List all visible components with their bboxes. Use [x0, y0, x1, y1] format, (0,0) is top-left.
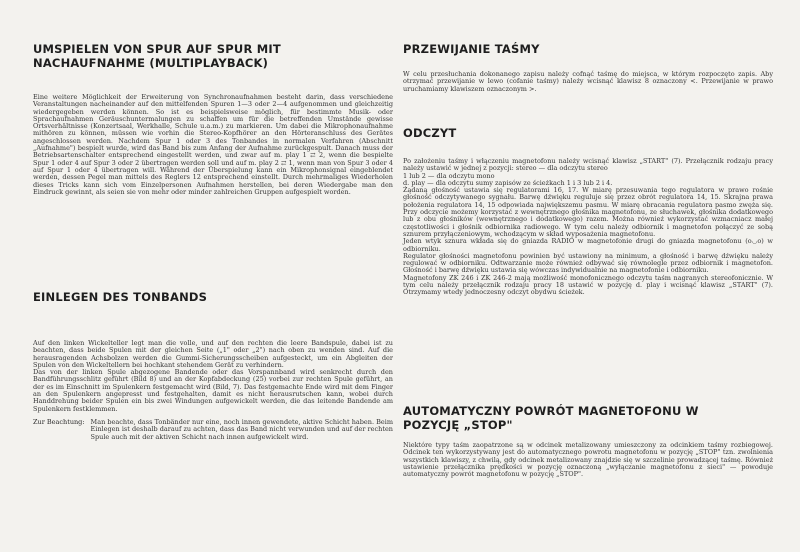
heading-przewijanie: PRZEWIJANIE TAŚMY — [403, 42, 540, 56]
section-przewijanie — [403, 42, 773, 93]
odczyt-p3: d. play — dla odczytu sumy zapisów ze ścieżkach 1 i 3 lub 2 i 4. — [403, 178, 613, 187]
heading-multiplayback: UMSPIELEN VON SPUR AUF SPUR MIT NACHAUFNAHME (MULTIPLAYBACK) — [33, 42, 281, 70]
body-automatyczny: Niektóre typy taśm zaopatrzone są w odcinek metalizowany umieszczony za odcinkiem taśmy rozbiegowej. Odcinek ten wykorzystywany jest do automatycznego powrotu magnetofonu w pozycję „STOP" tzn. zwolnienia wszystkich klawiszy, z chwilą, gdy odcinek metalizowany znajdzie się w szczelinie prowadzącej taśmę. Również ustawienie przełącznika prędkości w pozycję oznaczoną „wyłączanie magnetofonu z sieci" — powoduje automatyczny powrót magnetofonu w pozycję „STOP". — [403, 441, 773, 479]
heading-einlegen: EINLEGEN DES TONBANDS — [33, 290, 208, 304]
heading-odczyt: ODCZYT — [403, 126, 457, 140]
note-label: Zur Beachtung: — [33, 417, 85, 426]
odczyt-p4: Żądaną głośność ustawia się regulatorami 16, 17. W miarę przesuwania tego regulatora w prawo rośnie głośność odczytywanego sygnału. Barwę dźwięku reguluje się przez obrót regulatora 14, 15. Skrajna prawa położenia regulatora 14, 15 odpowiada największemu pasmu. W miarę obracania regulatora pasmo zwęża się. Przy odczycie możemy korzystać z wewnętrznego głośnika magnetofonu, ze słuchawek, głośnika dodatkowego lub z obu głośników (wewnętrznego i dodatkowego) razem. Można również wykorzystać wzmacniacz małej częstotliwości i głośnik odbiornika radiowego. W tym celu należy odbiornik i magnetofon połączyć ze sobą sznurem przyłączeniowym, wchodzącym w skład wyposażenia magnetofonu. — [403, 186, 773, 238]
section-multiplayback — [33, 42, 393, 196]
body-multiplayback: Eine weitere Möglichkeit der Erweiterung von Synchronaufnahmen besteht darin, dass verschiedene Veranstaltungen nacheinander auf den mittelfenden Spuren 1—3 oder 2—4 aufgenommen und gleichzeitig wiedergegeben werden können. So ist es beispielsweise möglich, für bestimmte Musik- oder Sprachaufnahmen Geräuschuntermalungen zu schaffen um für die betreffenden Umstände gewisse Ortsverhältnisse (Konzertsaal, Werkhalle, Schule u.a.m.) zu markieren. Um dabei die Mikrophonaufnahme mithören zu können, müssen wie vorhin die Stereo-Kopfhörer an den Hörteranschluss des Gerätes angeschlossen werden. Nachdem Spur 1 oder 3 des Tonbandes in normalen Verfahren (Abschnitt „Aufnahme") bespielt wurde, wird das Band bis zum Anfang der Aufnahme zurückgespult. Danach muss der Betriebsartenschalter entsprechend eingestellt werden, und zwar auf m. play 1 ⇄ 2, wenn die bespielte Spur 1 oder 4 auf Spur 3 oder 2 übertragen werden soll und auf m. play 2 ⇄ 1, wenn man von Spur 3 oder 4 auf Spur 1 oder 4 übertragen will. Während der Überspielung kann ein Mikrophonsignal eingeblendet werden, dessen Pegel man mittels des Reglers 12 entsprechend einstellt. Durch mehrmaliges Wiederholen dieses Tricks kann sich vom Einzelpersonen Aufnahmen herstellen, bei deren Wiedergabe man den Eindruck gewinnt, als seien sie von mehr oder minder zahlreichen Gruppen aufgespielt worden. — [33, 93, 393, 196]
odczyt-p1: Po założeniu taśmy i włączeniu magnetofonu należy wcisnąć klawisz „START" (7). Przełącznik rodzaju pracy należy ustawić w jednej z pozycji: stereo — dla odczytu stereo — [403, 157, 773, 173]
body-einlegen-2: Das von der linken Spule abgezogene Bandende oder das Vorspannband wird senkrecht durch den Bandführungsschlitz geführt (Bild 8) und an der Kopfabdeckung (25) vorbei zur rechten Spule geführt, an der es im Einschnitt im Spulenkern festgemacht wird (Bild, 7). Das festgemachte Ende wird mit dem Finger an den Spulenkern angepresst und festgehalten, damit es nicht herausrutschen kann, wobei durch Handdrehung beider Spulen ein bis zwei Windungen aufgewickelt werden, die das leitende Bandende am Spulenkern festklemmen. — [33, 368, 393, 413]
section-einlegen — [33, 290, 393, 441]
odczyt-p2: 1 lub 2 — dla odczytu mono — [403, 171, 495, 180]
section-odczyt — [403, 126, 773, 297]
section-automatyczny — [403, 404, 773, 478]
odczyt-p5: Jeden wtyk sznura wkłada się do gniazda RADIO w magnetofonie drugi do gniazda magnetofonu (o◡o) w odbiorniku. — [403, 237, 773, 253]
body-einlegen-1: Auf den linken Wickelteller legt man die volle, und auf den rechten die leere Bandspule, dabei ist zu beachten, dass beide Spulen mit der gleichen Seite („1" oder „2") nach oben zu wenden sind. Auf die herausragenden Achsbolzen werden die Gummi-Sicherungsscheiben aufgesteckt, um ein Abgleiten der Spulen von den Wickeltellern bei hochkant stehendem Gerät zu verhindern. — [33, 339, 393, 369]
note-text: Man beachte, dass Tonbänder nur eine, noch innen gewendete, aktive Schicht haben. Beim Einlegen ist deshalb darauf zu achten, dass das Band nicht verwunden und auf der rechten Spule auch mit der aktiven Schicht nach innen aufgewickelt wird. — [90, 417, 393, 441]
odczyt-p7: Magnetofony ZK 246 i ZK 246-2 mają możliwość monofonicznego odczytu taśm nagranych stereofonicznie. W tym celu należy przełącznik rodzaju pracy 18 ustawić w pozycję d. play i wcisnąć klawisz „START" (7). Otrzymamy wtedy jednoczesny odczyt obydwu ścieżek. — [403, 273, 773, 297]
note-beachtung — [33, 419, 393, 441]
body-przewijanie: W celu przesłuchania dokonanego zapisu należy cofnąć taśmę do miejsca, w którym rozpoczęto zapis. Aby otrzymać przewijanie w lewo (cofanie taśmy) należy wcisnąć klawisz 8 oznaczony <. Przewijanie w prawo uruchamiamy klawiszem oznaczonym >. — [403, 70, 773, 93]
odczyt-p6: Regulator głośności magnetofonu powinien być ustawiony na minimum, a głośność i barwę dźwięku należy regulować w odbiorniku. Odtwarzanie może również odbywać się równolegle przez odbiornik i magnetofon. Głośność i barwę dźwięku ustawia się wówczas indywidualnie na magnetofonie i odbiorniku. — [403, 251, 773, 275]
heading-automatyczny: AUTOMATYCZNY POWRÓT MAGNETOFONU W POZYCJĘ „STOP" — [403, 404, 699, 432]
